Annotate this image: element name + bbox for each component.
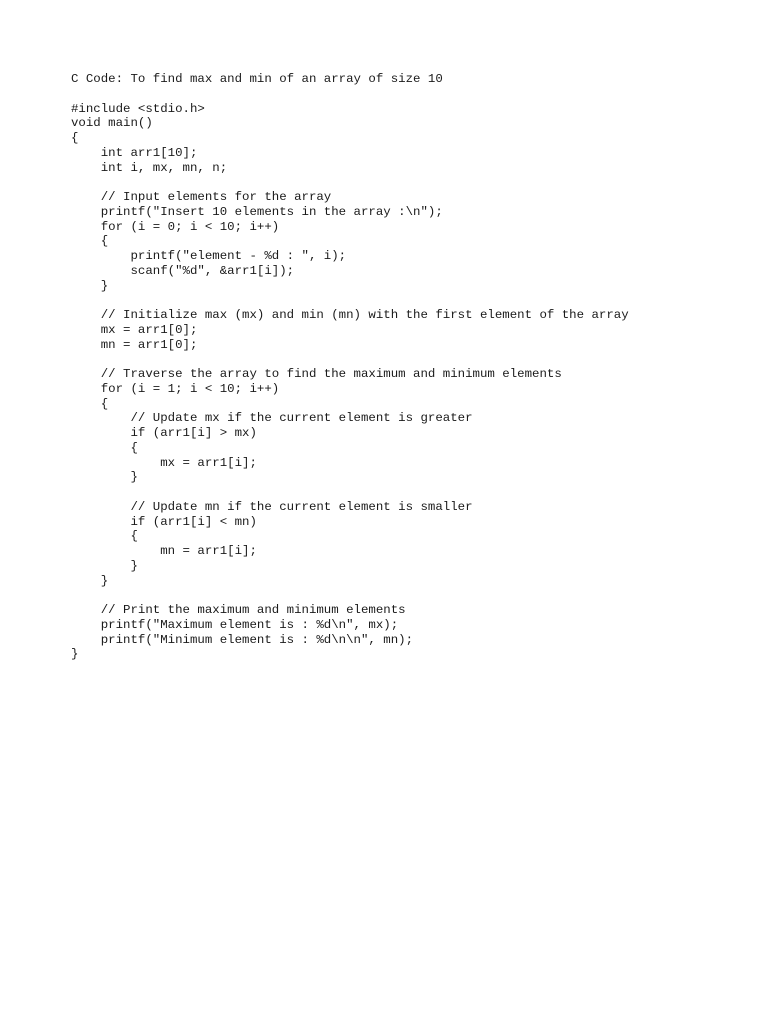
code-line: // Traverse the array to find the maximum and minimum elements (71, 367, 562, 381)
code-line: } (71, 278, 109, 293)
code-line (71, 175, 751, 190)
code-line: printf("Minimum element is : %d\n\n", mn); (71, 632, 414, 647)
code-line: { (71, 131, 79, 145)
code-line: { (71, 234, 109, 249)
code-line: void main() (71, 116, 153, 131)
code-line: // Update mx if the current element is greater (71, 411, 473, 426)
code-line: // Print the maximum and minimum elements (71, 603, 406, 617)
code-line: } (71, 573, 109, 588)
code-line: scanf("%d", &arr1[i]); (71, 263, 295, 278)
code-line: printf("Maximum element is : %d\n", mx); (71, 617, 399, 632)
code-line: if (arr1[i] > mx) (71, 426, 257, 440)
code-line: { (71, 440, 138, 455)
document-body (71, 72, 751, 662)
code-line: for (i = 1; i < 10; i++) (71, 381, 280, 396)
code-line: // Input elements for the array (71, 190, 332, 204)
code-line: } (71, 558, 138, 573)
code-line: } (71, 470, 138, 485)
code-line: if (arr1[i] < mn) (71, 514, 257, 529)
code-line: mx = arr1[i]; (71, 455, 257, 470)
code-line (71, 293, 751, 308)
code-line: // Initialize max (mx) and min (mn) with the first element of the array (71, 308, 629, 322)
title-spacer (71, 87, 751, 102)
code-line (71, 588, 751, 603)
code-block (71, 102, 751, 663)
code-line: mx = arr1[0]; (71, 322, 198, 337)
code-line: for (i = 0; i < 10; i++) (71, 219, 280, 234)
code-line: int arr1[10]; (71, 145, 198, 160)
code-line: mn = arr1[i]; (71, 544, 257, 558)
code-line: mn = arr1[0]; (71, 337, 198, 352)
code-line: int i, mx, mn, n; (71, 160, 228, 175)
code-line: // Update mn if the current element is smaller (71, 499, 473, 514)
code-line: printf("element - %d : ", i); (71, 249, 347, 263)
code-line: printf("Insert 10 elements in the array :\n"); (71, 204, 443, 219)
code-line: } (71, 647, 79, 662)
code-line: { (71, 529, 138, 544)
document-title: C Code: To find max and min of an array of size 10 (71, 72, 443, 86)
code-line: #include <stdio.h> (71, 101, 205, 116)
code-line: { (71, 396, 109, 411)
code-line (71, 485, 751, 500)
code-line (71, 352, 751, 367)
